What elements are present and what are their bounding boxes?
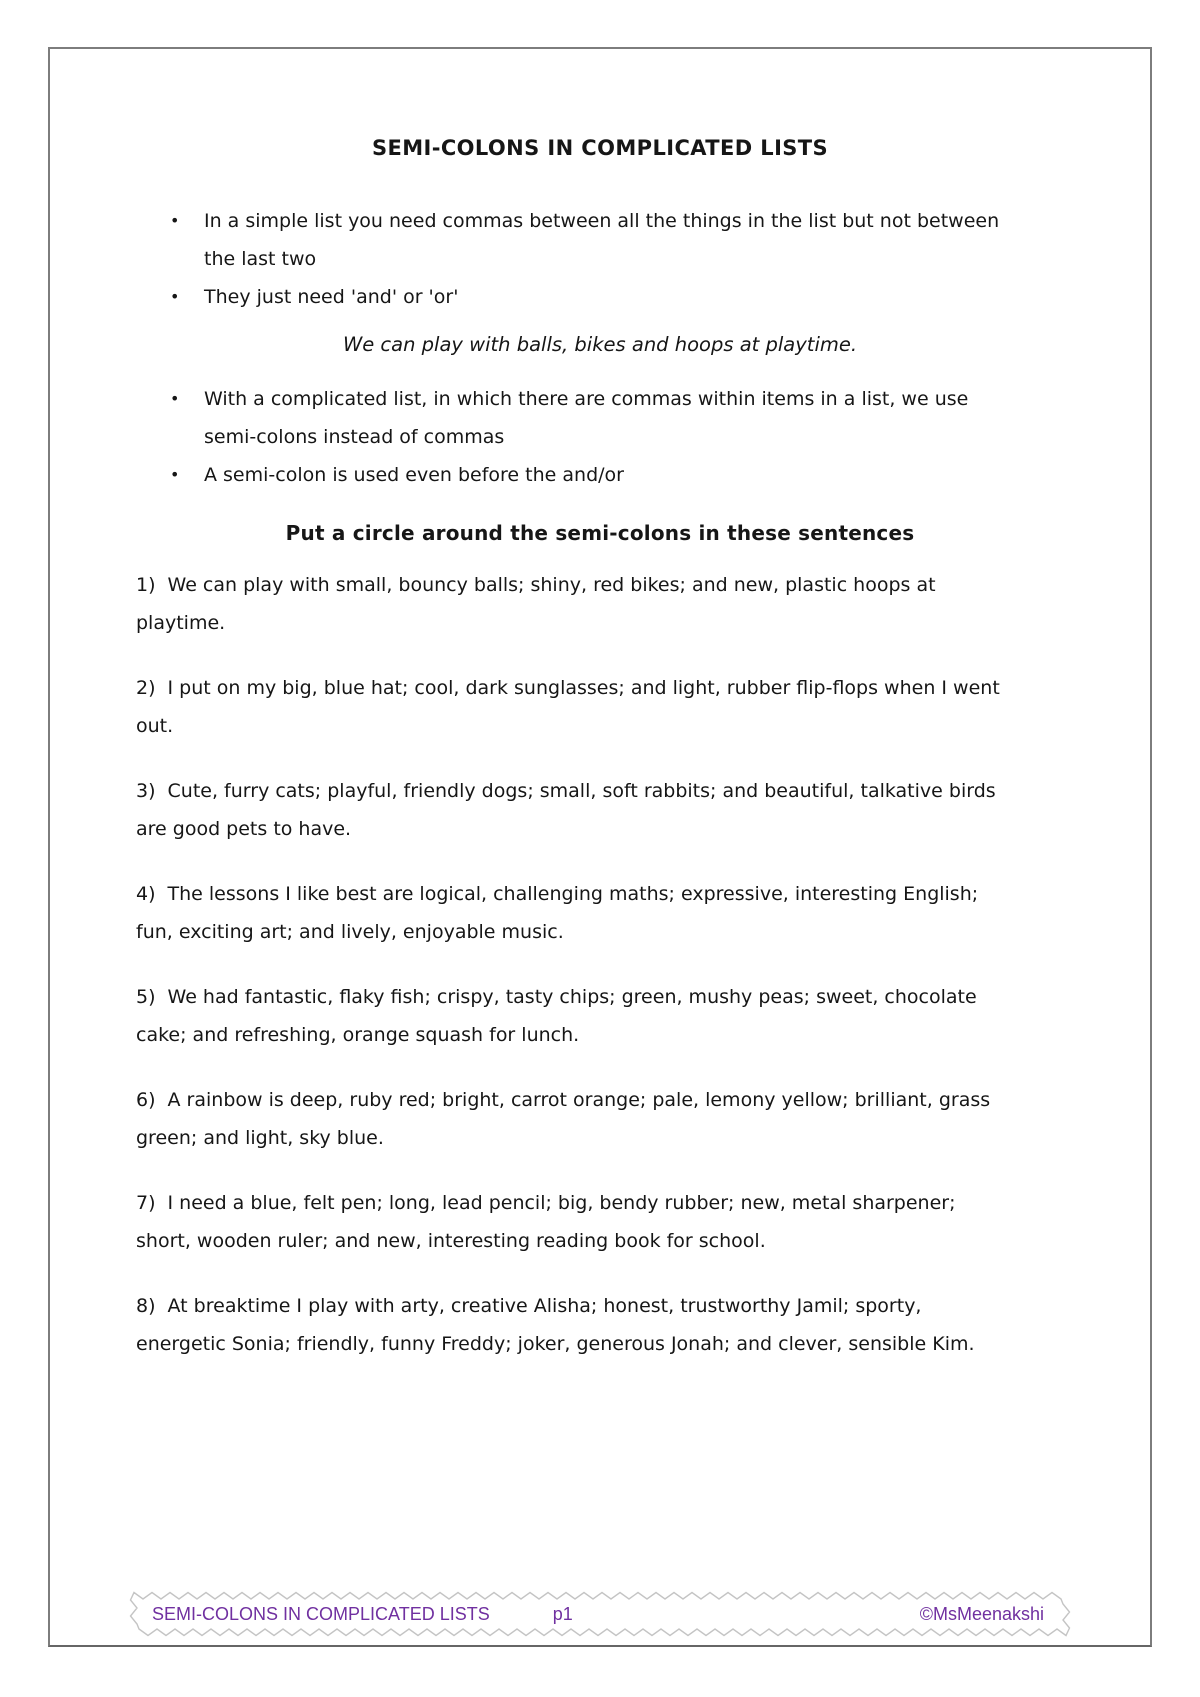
bullet-dot-icon: • — [170, 287, 180, 306]
sentence-text: A rainbow is deep, ruby red; bright, carrot orange; pale, lemony yellow; brilliant, grass green; and light, sky blue. — [136, 1089, 991, 1149]
sentence-item — [136, 566, 1008, 642]
sentence-number: 7) — [136, 1192, 156, 1214]
sentence-item — [136, 978, 1008, 1054]
instruction-heading: Put a circle around the semi-colons in these sentences — [285, 521, 915, 545]
sentence-number: 2) — [136, 677, 156, 699]
sentence-text: I put on my big, blue hat; cool, dark sunglasses; and light, rubber flip-flops when I went out. — [136, 677, 1000, 737]
sentence-text: I need a blue, felt pen; long, lead pencil; big, bendy rubber; new, metal sharpener; short, wooden ruler; and new, interesting reading book for school. — [136, 1192, 956, 1252]
page-border — [48, 47, 1152, 1647]
footer-banner — [128, 1590, 1072, 1638]
bullet-item — [170, 278, 1064, 316]
sentence-text: We can play with small, bouncy balls; shiny, red bikes; and new, plastic hoops at playtime. — [136, 574, 936, 634]
sentence-list — [136, 566, 1064, 1363]
sentence-item — [136, 1287, 1008, 1363]
example-sentence: We can play with balls, bikes and hoops at playtime. — [342, 333, 858, 356]
sentence-text: The lessons I like best are logical, challenging maths; expressive, interesting English; fun, exciting art; and lively, enjoyable music. — [136, 883, 979, 943]
sentence-number: 5) — [136, 986, 156, 1008]
footer-credit: ©MsMeenakshi — [919, 1603, 1044, 1624]
sentence-text: At breaktime I play with arty, creative Alisha; honest, trustworthy Jamil; sporty, energetic Sonia; friendly, funny Freddy; joker, generous Jonah; and clever, sensible Kim. — [136, 1295, 975, 1355]
sentence-item — [136, 875, 1008, 951]
bullet-item — [170, 202, 1064, 278]
bullet-dot-icon: • — [170, 389, 180, 408]
bullet-dot-icon: • — [170, 211, 180, 230]
sentence-number: 3) — [136, 780, 156, 802]
bullet-dot-icon: • — [170, 465, 180, 484]
sentence-text: Cute, furry cats; playful, friendly dogs; small, soft rabbits; and beautiful, talkative birds are good pets to have. — [136, 780, 996, 840]
sentence-item — [136, 1184, 1008, 1260]
page-title: SEMI-COLONS IN COMPLICATED LISTS — [371, 136, 829, 160]
footer-page-number: p1 — [552, 1603, 573, 1624]
sentence-number: 4) — [136, 883, 156, 905]
sentence-number: 1) — [136, 574, 156, 596]
sentence-text: We had fantastic, flaky fish; crispy, tasty chips; green, mushy peas; sweet, chocolate cake; and refreshing, orange squash for lunch. — [136, 986, 977, 1046]
bullet-text: In a simple list you need commas between all the things in the list but not between the last two — [204, 210, 1000, 270]
bullet-item — [170, 380, 1064, 456]
sentence-item — [136, 669, 1008, 745]
sentence-number: 8) — [136, 1295, 156, 1317]
sentence-number: 6) — [136, 1089, 156, 1111]
footer-title: SEMI-COLONS IN COMPLICATED LISTS — [152, 1603, 490, 1624]
sentence-item — [136, 1081, 1008, 1157]
bullet-text: They just need 'and' or 'or' — [204, 286, 459, 308]
bullet-text: With a complicated list, in which there are commas within items in a list, we use semi-colons instead of commas — [204, 388, 969, 448]
bullet-text: A semi-colon is used even before the and/or — [204, 464, 624, 486]
intro-bullet-list-bottom — [136, 380, 1064, 494]
sentence-item — [136, 772, 1008, 848]
intro-bullet-list-top — [136, 202, 1064, 316]
bullet-item — [170, 456, 1064, 494]
